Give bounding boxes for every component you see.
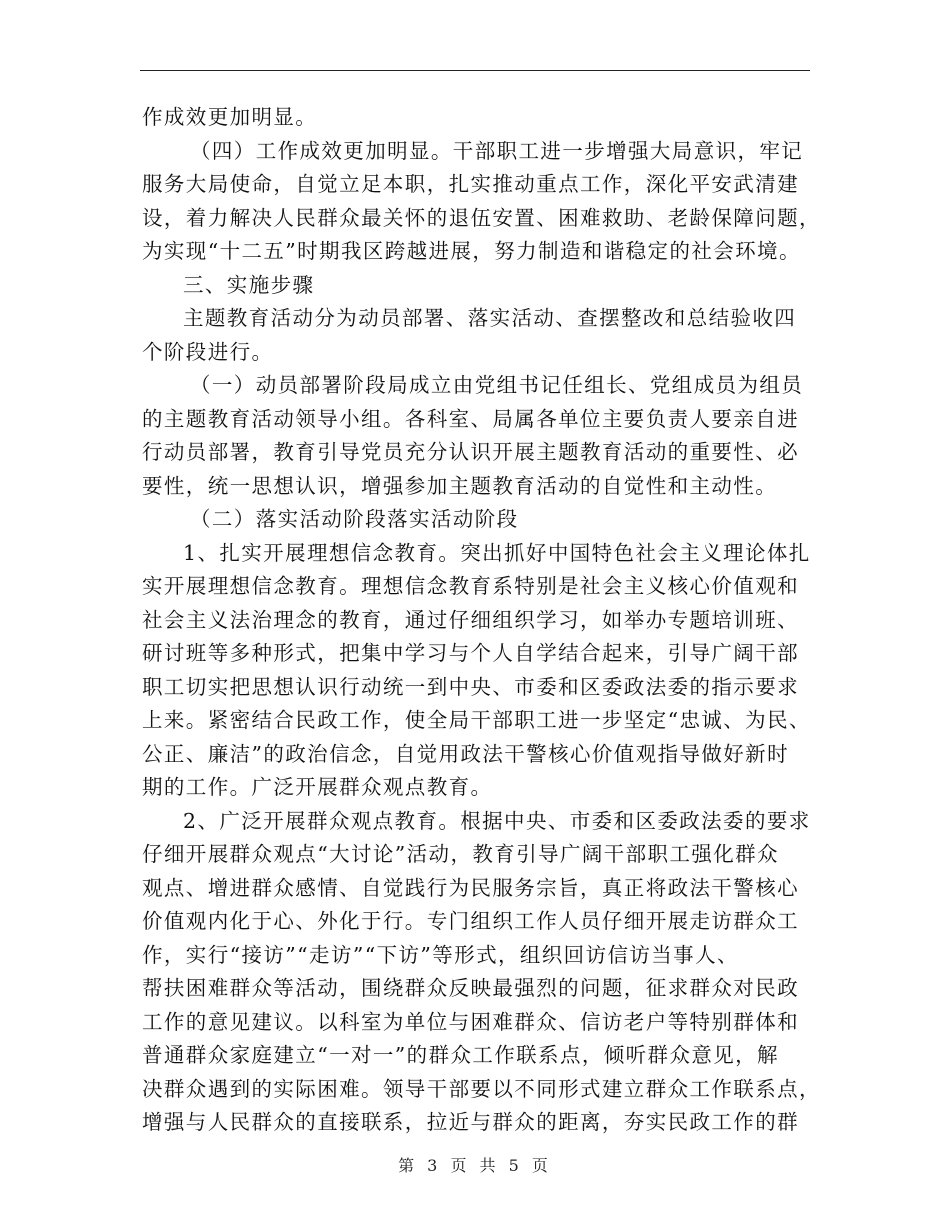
- text-line: 仔细开展群众观点“大讨论”活动，教育引导广阔干部职工强化群众: [142, 842, 779, 866]
- text-line: 实开展理想信念教育。理想信念教育系特别是社会主义核心价值观和: [142, 574, 799, 598]
- text-line: （一）动员部署阶段局成立由党组书记任组长、党组成员为组员: [190, 373, 804, 397]
- text-line: 社会主义法治理念的教育，通过仔细组织学习，如举办专题培训班、: [142, 607, 799, 632]
- text-line: 工作的意见建议。以科室为单位与困难群众、信访老户等特别群体和: [142, 1009, 799, 1034]
- text-line: 的主题教育活动领导小组。各科室、局属各单位主要负责人要亲自进: [142, 406, 799, 431]
- text-line: 作，实行“接访”“走访”“下访”等形式，组织回访信访当事人、: [142, 942, 739, 967]
- text-line: 上来。紧密结合民政工作，使全局干部职工进一步坚定“忠诚、为民、: [142, 708, 811, 732]
- text-line: （四）工作成效更加明显。干部职工进一步增强大局意识，牢记: [190, 138, 804, 163]
- text-line: 期的工作。广泛开展群众观点教育。: [142, 775, 493, 799]
- page-number: 第 3 页 共 5 页: [398, 1156, 552, 1175]
- text-line: 普通群众家庭建立“一对一”的群众工作联系点，倾听群众意见，解: [142, 1043, 779, 1067]
- text-line: 帮扶困难群众等活动，围绕群众反映最强烈的问题，征求群众对民政: [142, 976, 799, 1000]
- text-line: 2、广泛开展群众观点教育。根据中央、市委和区委政法委的要求: [183, 808, 811, 833]
- header-rule: [140, 70, 810, 71]
- text-line: 价值观内化于心、外化于行。专门组织工作人员仔细开展走访群众工: [142, 909, 799, 933]
- text-line: 要性，统一思想认识，增强参加主题教育活动的自觉性和主动性。: [142, 473, 778, 498]
- text-line: 主题教育活动分为动员部署、落实活动、查摆整改和总结验收四: [183, 306, 797, 330]
- text-line: 为实现“十二五”时期我区跨越进展，努力制造和谐稳定的社会环境。: [142, 239, 801, 263]
- text-line: 1、扎实开展理想信念教育。突出抓好中国特色社会主义理论体扎: [183, 540, 811, 565]
- text-line: 作成效更加明显。: [142, 105, 318, 129]
- text-line: 服务大局使命，自觉立足本职，扎实推动重点工作，深化平安武清建: [142, 172, 799, 196]
- text-line: 三、实施步骤: [183, 272, 315, 297]
- text-line: 增强与人民群众的直接联系，拉近与群众的距离，夯实民政工作的群: [142, 1110, 799, 1134]
- text-line: 行动员部署，教育引导党员充分认识开展主题教育活动的重要性、必: [142, 440, 799, 464]
- text-line: 决群众遇到的实际困难。领导干部要以不同形式建立群众工作联系点，: [142, 1076, 821, 1101]
- text-line: 个阶段进行。: [142, 339, 274, 364]
- document-body: [142, 101, 821, 1140]
- text-line: （二）落实活动阶段落实活动阶段: [190, 507, 519, 531]
- text-line: 观点、增进群众感情、自觉践行为民服务宗旨，真正将政法干警核心: [142, 875, 799, 900]
- text-line: 公正、廉洁”的政治信念，自觉用政法干警核心价值观指导做好新时: [142, 741, 789, 766]
- text-line: 职工切实把思想认识行动统一到中央、市委和区委政法委的指示要求: [142, 674, 799, 699]
- text-line: 设，着力解决人民群众最关怀的退伍安置、困难救助、老龄保障问题，: [142, 205, 821, 230]
- text-line: 研讨班等多种形式，把集中学习与个人自学结合起来，引导广阔干部: [142, 641, 799, 665]
